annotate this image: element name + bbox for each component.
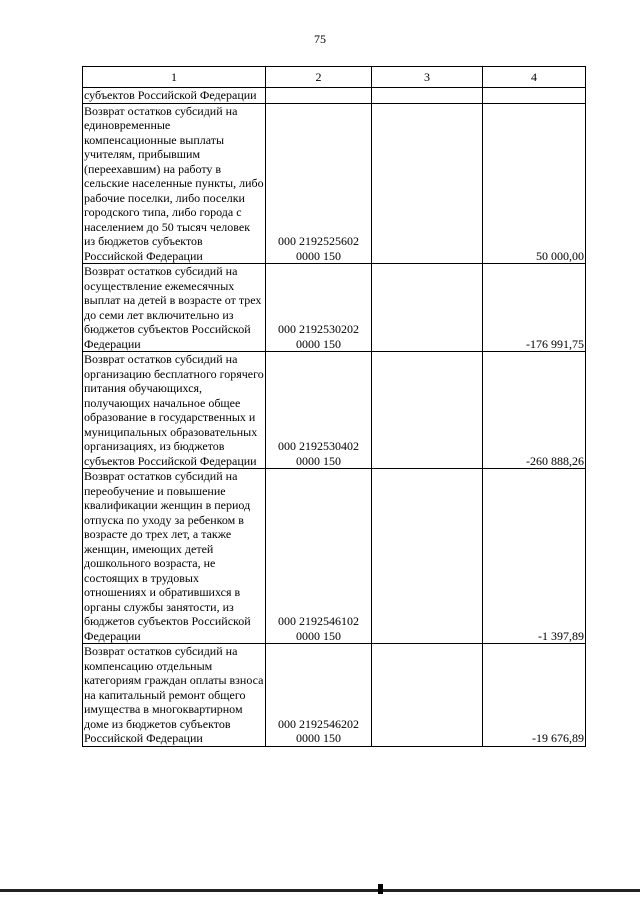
row-name-cell: Возврат остатков субсидий на переобучение и повышение квалификации женщин в период отпуска по уходу за ребенком в возрасте до трех лет, а также женщин, имеющих детей дошкольного возраста, не состоящих в трудовых отношениях и обратившихся в органы службы занятости, из бюджетов субъектов Российской Федерации bbox=[83, 469, 266, 644]
row-amount-cell: 50 000,00 bbox=[483, 103, 586, 264]
page-number: 75 bbox=[314, 32, 326, 46]
budget-table bbox=[82, 66, 586, 747]
row-col3-cell bbox=[372, 352, 483, 469]
row-code-cell: 000 2192530402 0000 150 bbox=[266, 352, 372, 469]
row-amount-cell: -260 888,26 bbox=[483, 352, 586, 469]
row-col3-cell bbox=[372, 103, 483, 264]
row-name-cell: субъектов Российской Федерации bbox=[83, 88, 266, 104]
table-row bbox=[83, 103, 586, 264]
header-col-2: 2 bbox=[266, 67, 372, 88]
table-row bbox=[83, 644, 586, 747]
table-row bbox=[83, 264, 586, 352]
row-amount-cell: -176 991,75 bbox=[483, 264, 586, 352]
row-col3-cell bbox=[372, 644, 483, 747]
row-col3-cell bbox=[372, 88, 483, 104]
table-header bbox=[83, 67, 586, 88]
row-code-cell: 000 2192546102 0000 150 bbox=[266, 469, 372, 644]
header-col-4: 4 bbox=[483, 67, 586, 88]
header-col-1: 1 bbox=[83, 67, 266, 88]
page-bottom-rule bbox=[0, 889, 640, 892]
row-amount-cell bbox=[483, 88, 586, 104]
row-name-cell: Возврат остатков субсидий на единовременные компенсационные выплаты учителям, прибывшим (переехавшим) на работу в сельские населенные пункты, либо рабочие поселки, либо поселки городского типа, либо города с населением до 50 тысяч человек из бюджетов субъектов Российской Федерации bbox=[84, 103, 264, 263]
row-col3-cell bbox=[372, 469, 483, 644]
header-col-3: 3 bbox=[372, 67, 483, 88]
row-code-cell: 000 2192530202 0000 150 bbox=[266, 264, 372, 352]
row-amount-cell: -19 676,89 bbox=[483, 644, 586, 747]
row-col3-cell bbox=[372, 264, 483, 352]
table-row bbox=[83, 469, 586, 644]
row-name-cell: Возврат остатков субсидий на организацию бесплатного горячего питания обучающихся, получающих начальное общее образование в государственных и муниципальных образовательных организациях, из бюджетов субъектов Российской Федерации bbox=[84, 352, 264, 468]
header-row bbox=[83, 67, 586, 88]
row-name-cell: Возврат остатков субсидий на осуществление ежемесячных выплат на детей в возрасте от трех до семи лет включительно из бюджетов субъектов Российской Федерации bbox=[83, 264, 266, 352]
table-row bbox=[83, 352, 586, 469]
row-code-cell: 000 2192525602 0000 150 bbox=[266, 103, 372, 264]
row-amount-cell: -1 397,89 bbox=[483, 469, 586, 644]
row-code-cell: 000 2192546202 0000 150 bbox=[266, 644, 372, 747]
row-name-cell: Возврат остатков субсидий на компенсацию отдельным категориям граждан оплаты взноса на капитальный ремонт общего имущества в многоквартирном доме из бюджетов субъектов Российской Федерации bbox=[83, 644, 266, 747]
row-code-cell bbox=[266, 88, 372, 104]
page-bottom-mark bbox=[378, 884, 383, 894]
table-row bbox=[83, 88, 586, 104]
